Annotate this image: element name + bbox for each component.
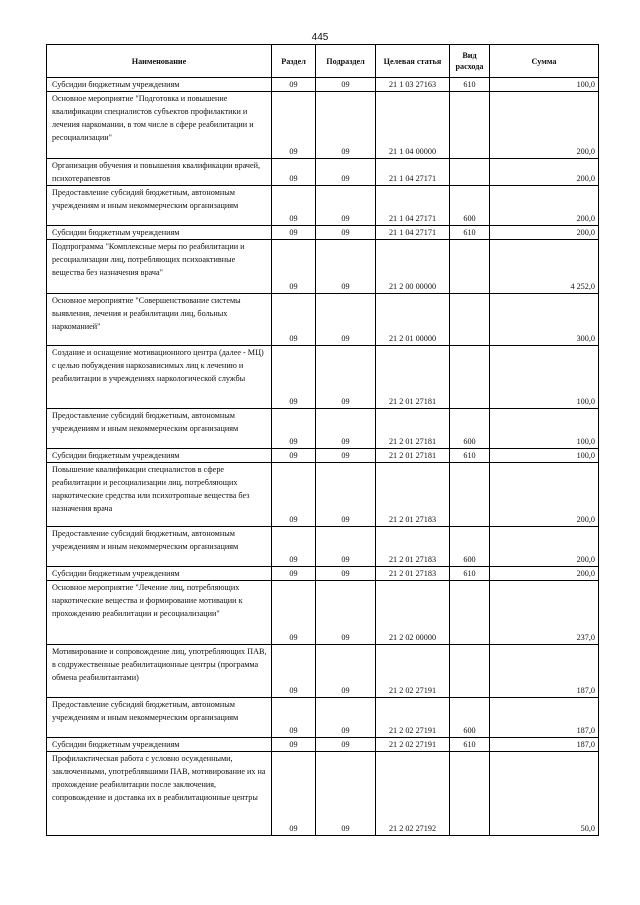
table-row (47, 226, 599, 240)
cell-name: Субсидии бюджетным учреждениям (47, 226, 272, 240)
cell-podrazdel: 09 (316, 226, 376, 240)
cell-statya: 21 2 01 00000 (376, 294, 450, 346)
cell-statya: 21 1 04 27171 (376, 226, 450, 240)
table-row (47, 463, 599, 527)
cell-podrazdel: 09 (316, 738, 376, 752)
table-row (47, 346, 599, 409)
table-row (47, 752, 599, 836)
cell-statya: 21 2 02 27192 (376, 752, 450, 836)
cell-podrazdel: 09 (316, 159, 376, 186)
cell-vid: 610 (450, 738, 490, 752)
cell-vid (450, 752, 490, 836)
cell-summa: 300,0 (490, 294, 599, 346)
cell-podrazdel: 09 (316, 527, 376, 567)
cell-summa: 4 252,0 (490, 240, 599, 294)
cell-name: Основное мероприятие "Подготовка и повышение квалификации специалистов субъектов профилактики и лечения наркомании, в том числе в сфере реабилитации и ресоциализации" (47, 92, 272, 159)
cell-summa: 200,0 (490, 226, 599, 240)
cell-vid (450, 92, 490, 159)
header-statya: Целевая статья (376, 45, 450, 78)
cell-name: Субсидии бюджетным учреждениям (47, 567, 272, 581)
cell-summa: 100,0 (490, 409, 599, 449)
header-name: Наименование (47, 45, 272, 78)
cell-razdel: 09 (272, 92, 316, 159)
cell-name: Субсидии бюджетным учреждениям (47, 449, 272, 463)
cell-summa: 237,0 (490, 581, 599, 645)
cell-razdel: 09 (272, 159, 316, 186)
cell-vid: 610 (450, 78, 490, 92)
cell-name: Предоставление субсидий бюджетным, автономным учреждениям и иным некоммерческим организациям (47, 409, 272, 449)
cell-name: Подпрограмма "Комплексные меры по реабилитации и ресоциализации лиц, потребляющих психоактивные вещества без назначения врача" (47, 240, 272, 294)
cell-statya: 21 2 01 27181 (376, 449, 450, 463)
cell-razdel: 09 (272, 698, 316, 738)
table-row (47, 567, 599, 581)
header-podrazdel: Подраздел (316, 45, 376, 78)
cell-vid (450, 240, 490, 294)
cell-vid: 600 (450, 527, 490, 567)
cell-razdel: 09 (272, 409, 316, 449)
cell-summa: 50,0 (490, 752, 599, 836)
cell-name: Субсидии бюджетным учреждениям (47, 78, 272, 92)
cell-podrazdel: 09 (316, 92, 376, 159)
header-summa: Сумма (490, 45, 599, 78)
cell-vid (450, 159, 490, 186)
cell-summa: 200,0 (490, 159, 599, 186)
table-row (47, 581, 599, 645)
cell-summa: 200,0 (490, 186, 599, 226)
cell-summa: 200,0 (490, 92, 599, 159)
cell-razdel: 09 (272, 226, 316, 240)
page-number: 445 (311, 32, 329, 43)
cell-podrazdel: 09 (316, 698, 376, 738)
cell-summa: 187,0 (490, 645, 599, 698)
cell-statya: 21 2 02 00000 (376, 581, 450, 645)
cell-statya: 21 2 01 27183 (376, 463, 450, 527)
cell-name: Профилактическая работа с условно осужденными, заключенными, употреблявшими ПАВ, мотивирование их на прохождение реабилитации после заключения, сопровождение и доставка их в реабилитационные центры (47, 752, 272, 836)
cell-vid: 610 (450, 567, 490, 581)
cell-summa: 187,0 (490, 738, 599, 752)
cell-name: Мотивирование и сопровождение лиц, употребляющих ПАВ, в содружественные реабилитационные центры (программа обмена реабилитантами) (47, 645, 272, 698)
cell-vid: 610 (450, 449, 490, 463)
cell-razdel: 09 (272, 581, 316, 645)
table-row (47, 92, 599, 159)
table-row (47, 409, 599, 449)
cell-podrazdel: 09 (316, 294, 376, 346)
cell-podrazdel: 09 (316, 752, 376, 836)
cell-razdel: 09 (272, 186, 316, 226)
cell-name: Предоставление субсидий бюджетным, автономным учреждениям и иным некоммерческим организациям (47, 698, 272, 738)
table-row (47, 738, 599, 752)
cell-vid (450, 294, 490, 346)
cell-podrazdel: 09 (316, 463, 376, 527)
cell-vid (450, 346, 490, 409)
table-header-row (47, 45, 599, 78)
cell-name: Создание и оснащение мотивационного центра (далее - МЦ) с целью побуждения наркозависимых лиц к лечению и реабилитации в учреждениях наркологической службы (47, 346, 272, 409)
cell-podrazdel: 09 (316, 346, 376, 409)
cell-name: Предоставление субсидий бюджетным, автономным учреждениям и иным некоммерческим организациям (47, 186, 272, 226)
cell-vid: 600 (450, 409, 490, 449)
cell-summa: 200,0 (490, 527, 599, 567)
table-row (47, 698, 599, 738)
cell-podrazdel: 09 (316, 567, 376, 581)
cell-statya: 21 2 01 27181 (376, 409, 450, 449)
cell-vid (450, 463, 490, 527)
table-row (47, 449, 599, 463)
cell-vid (450, 645, 490, 698)
cell-statya: 21 2 02 27191 (376, 738, 450, 752)
cell-statya: 21 2 01 27183 (376, 567, 450, 581)
table-row (47, 645, 599, 698)
table-row (47, 240, 599, 294)
cell-name: Субсидии бюджетным учреждениям (47, 738, 272, 752)
budget-table (46, 44, 599, 836)
cell-statya: 21 2 02 27191 (376, 645, 450, 698)
cell-vid (450, 581, 490, 645)
cell-statya: 21 2 01 27183 (376, 527, 450, 567)
table-body (47, 78, 599, 836)
cell-summa: 187,0 (490, 698, 599, 738)
cell-vid: 610 (450, 226, 490, 240)
cell-vid: 600 (450, 698, 490, 738)
cell-vid: 600 (450, 186, 490, 226)
cell-statya: 21 2 00 00000 (376, 240, 450, 294)
table-row (47, 186, 599, 226)
cell-statya: 21 2 01 27181 (376, 346, 450, 409)
cell-statya: 21 1 04 27171 (376, 159, 450, 186)
cell-podrazdel: 09 (316, 78, 376, 92)
cell-razdel: 09 (272, 567, 316, 581)
cell-razdel: 09 (272, 752, 316, 836)
cell-razdel: 09 (272, 294, 316, 346)
table-row (47, 294, 599, 346)
table-row (47, 159, 599, 186)
cell-razdel: 09 (272, 449, 316, 463)
header-vid: Вид расхода (450, 45, 490, 78)
cell-podrazdel: 09 (316, 409, 376, 449)
cell-name: Повышение квалификации специалистов в сфере реабилитации и ресоциализации лиц, потребляющих наркотические средства или психотропные вещества без назначения врача (47, 463, 272, 527)
cell-summa: 100,0 (490, 346, 599, 409)
cell-name: Предоставление субсидий бюджетным, автономным учреждениям и иным некоммерческим организациям (47, 527, 272, 567)
cell-statya: 21 1 04 27171 (376, 186, 450, 226)
cell-statya: 21 1 03 27163 (376, 78, 450, 92)
cell-razdel: 09 (272, 240, 316, 294)
cell-name: Основное мероприятие "Лечение лиц, потребляющих наркотические вещества и формирование мотивации к прохождению реабилитации и ресоциализации" (47, 581, 272, 645)
cell-podrazdel: 09 (316, 186, 376, 226)
cell-podrazdel: 09 (316, 240, 376, 294)
header-razdel: Раздел (272, 45, 316, 78)
cell-podrazdel: 09 (316, 645, 376, 698)
cell-podrazdel: 09 (316, 449, 376, 463)
cell-statya: 21 2 02 27191 (376, 698, 450, 738)
cell-razdel: 09 (272, 738, 316, 752)
cell-name: Основное мероприятие "Совершенствование системы выявления, лечения и реабилитации лиц, больных наркоманией" (47, 294, 272, 346)
cell-statya: 21 1 04 00000 (376, 92, 450, 159)
cell-name: Организация обучения и повышения квалификации врачей, психотерапевтов (47, 159, 272, 186)
cell-razdel: 09 (272, 78, 316, 92)
cell-summa: 100,0 (490, 449, 599, 463)
cell-summa: 200,0 (490, 567, 599, 581)
cell-summa: 200,0 (490, 463, 599, 527)
cell-razdel: 09 (272, 463, 316, 527)
table-row (47, 78, 599, 92)
cell-razdel: 09 (272, 645, 316, 698)
table-row (47, 527, 599, 567)
cell-razdel: 09 (272, 346, 316, 409)
cell-summa: 100,0 (490, 78, 599, 92)
cell-razdel: 09 (272, 527, 316, 567)
cell-podrazdel: 09 (316, 581, 376, 645)
